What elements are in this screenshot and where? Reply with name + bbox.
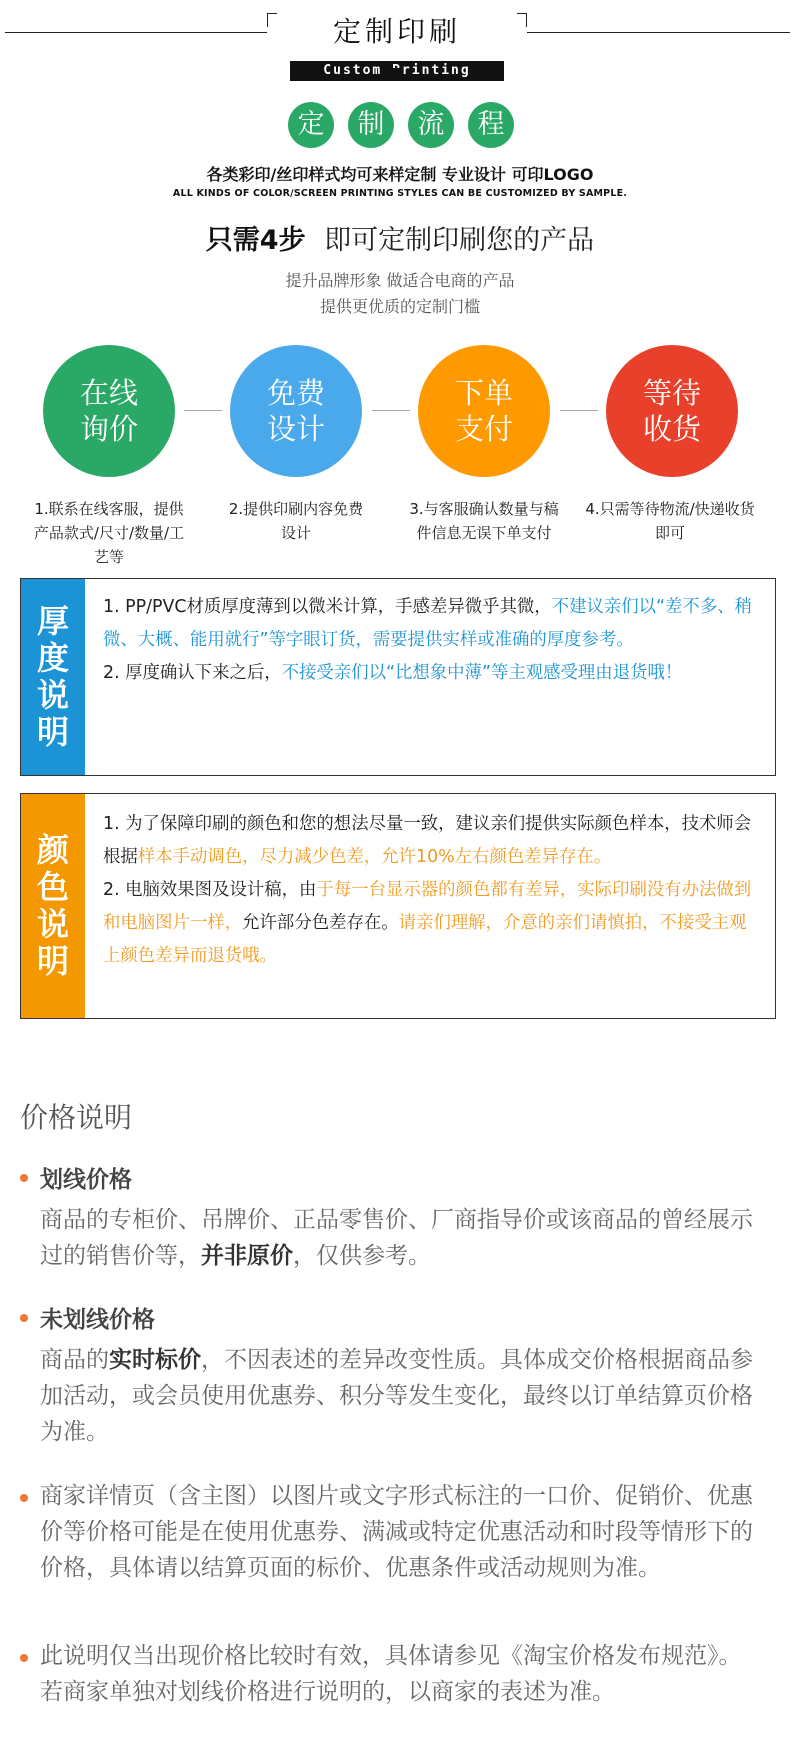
bullet-icon <box>20 1174 28 1182</box>
price-s2-text1: 商品的 <box>40 1347 109 1373</box>
side-char: 明 <box>36 942 69 980</box>
step-label: 支付 <box>454 412 513 446</box>
step-label: 设计 <box>266 412 325 446</box>
side-char: 厚 <box>36 602 69 640</box>
price-s2-bold: 实时标价 <box>109 1347 201 1373</box>
process-char: 程 <box>468 102 514 148</box>
header-rule-right <box>527 32 790 33</box>
color-text <box>103 808 761 973</box>
step-desc-design: 2.提供印刷内容免费设计 <box>228 500 364 542</box>
price-s2-body <box>40 1342 760 1450</box>
side-char: 色 <box>36 868 69 906</box>
header-badge <box>267 13 527 78</box>
process-subtitle-cn: 各类彩印/丝印样式均可来样定制 专业设计 可印LOGO <box>206 165 594 184</box>
header-title: 定制印刷 <box>332 15 461 48</box>
step-label: 询价 <box>79 412 138 446</box>
color-p2-black2: 允许部分色差存在。 <box>242 913 399 933</box>
price-s3-body: 商家详情页（含主图）以图片或文字形式标注的一口价、促销价、优惠价等价格可能是在使用优惠券、满减或特定优惠活动和时段等情形下的价格，具体请以结算页面的标价、优惠条件或活动规则为准。 <box>40 1483 753 1581</box>
bullet-icon <box>20 1654 28 1662</box>
step-label: 免费 <box>266 376 325 410</box>
step-label: 在线 <box>79 376 138 410</box>
step-desc-payment: 3.与客服确认数量与稿件信息无误下单支付 <box>409 500 559 542</box>
tagline-bold: 只需4步 <box>205 225 306 256</box>
color-side-label <box>21 794 85 1018</box>
step-label: 下单 <box>454 376 513 410</box>
thickness-p1-black: 1. PP/PVC材质厚度薄到以微米计算，手感差异微乎其微， <box>103 597 552 617</box>
color-p2-orange: 于每一台显示器的颜色都有差异，实际印刷没有办法做到和电脑图片一样， <box>103 880 752 933</box>
process-char: 流 <box>408 102 454 148</box>
step-connector <box>560 410 598 411</box>
header-arrow-icon <box>381 68 403 80</box>
tagline <box>0 218 800 257</box>
process-char: 定 <box>288 102 334 148</box>
step-circle-payment <box>418 345 550 477</box>
price-s1-head: 划线价格 <box>40 1167 132 1193</box>
tagline-rest: 即可定制印刷您的产品 <box>324 225 595 256</box>
tagline-line2: 提供更优质的定制门槛 <box>319 297 480 316</box>
color-p2-orange2: 请亲们理解，介意的亲们请慎拍，不接受主观上颜色差异而退货哦。 <box>103 913 747 966</box>
step-circle-inquiry <box>43 345 175 477</box>
price-s4-body: 此说明仅当出现价格比较时有效，具体请参见《淘宝价格发布规范》。若商家单独对划线价格进行说明的，以商家的表述为准。 <box>40 1643 742 1705</box>
process-char: 制 <box>348 102 394 148</box>
step-connector <box>372 410 410 411</box>
bullet-icon <box>20 1314 28 1322</box>
bullet-icon <box>20 1494 28 1502</box>
step-circle-delivery <box>606 345 738 477</box>
color-p1-black: 1. 为了保障印刷的颜色和您的想法尽量一致，建议亲们提供实际颜色样本，技术师会根据 <box>103 814 752 867</box>
step-desc-inquiry: 1.联系在线客服，提供产品款式/尺寸/数量/工艺等 <box>33 500 185 566</box>
price-s2-head: 未划线价格 <box>40 1307 155 1333</box>
step-desc-delivery: 4.只需等待物流/快递收货即可 <box>585 500 755 542</box>
side-char: 颜 <box>36 831 69 869</box>
price-s1-body <box>40 1202 760 1274</box>
price-s1-text2: ，仅供参考。 <box>293 1243 431 1269</box>
step-connector <box>184 410 222 411</box>
side-char: 度 <box>36 639 69 677</box>
color-p2-black: 2. 电脑效果图及设计稿，由 <box>103 880 317 900</box>
thickness-text <box>103 591 761 690</box>
step-label: 收货 <box>642 412 701 446</box>
step-circle-design <box>230 345 362 477</box>
header-subtitle: Custom Printing <box>290 61 504 81</box>
header-rule-left <box>5 32 267 33</box>
price-title: 价格说明 <box>20 1101 133 1134</box>
process-subtitle-en: ALL KINDS OF COLOR/SCREEN PRINTING STYLES CAN BE CUSTOMIZED BY SAMPLE. <box>172 188 628 199</box>
thickness-p2-black: 2. 厚度确认下来之后， <box>103 663 282 683</box>
price-s2-text2: ，不因表述的差异改变性质。具体成交价格根据商品参加活动，或会员使用优惠券、积分等发生变化，最终以订单结算页价格为准。 <box>40 1347 753 1445</box>
side-char: 明 <box>36 713 69 751</box>
price-s1-bold: 并非原价 <box>201 1243 293 1269</box>
step-label: 等待 <box>642 376 701 410</box>
thickness-p1-blue: 不建议亲们以“差不多、稍微、大概、能用就行”等字眼订货，需要提供实样或准确的厚度参考。 <box>103 597 752 650</box>
tagline-line1: 提升品牌形象 做适合电商的产品 <box>285 271 515 290</box>
side-char: 说 <box>36 676 69 714</box>
side-char: 说 <box>36 905 69 943</box>
price-s1-text1: 商品的专柜价、吊牌价、正品零售价、厂商指导价或该商品的曾经展示过的销售价等， <box>40 1207 753 1269</box>
thickness-side-label <box>21 579 85 775</box>
color-box <box>20 793 776 1019</box>
thickness-box <box>20 578 776 776</box>
color-p1-orange: 样本手动调色，尽力减少色差，允许10%左右颜色差异存在。 <box>137 847 612 867</box>
thickness-p2-blue: 不接受亲们以“比想象中薄”等主观感受理由退货哦！ <box>281 663 683 683</box>
